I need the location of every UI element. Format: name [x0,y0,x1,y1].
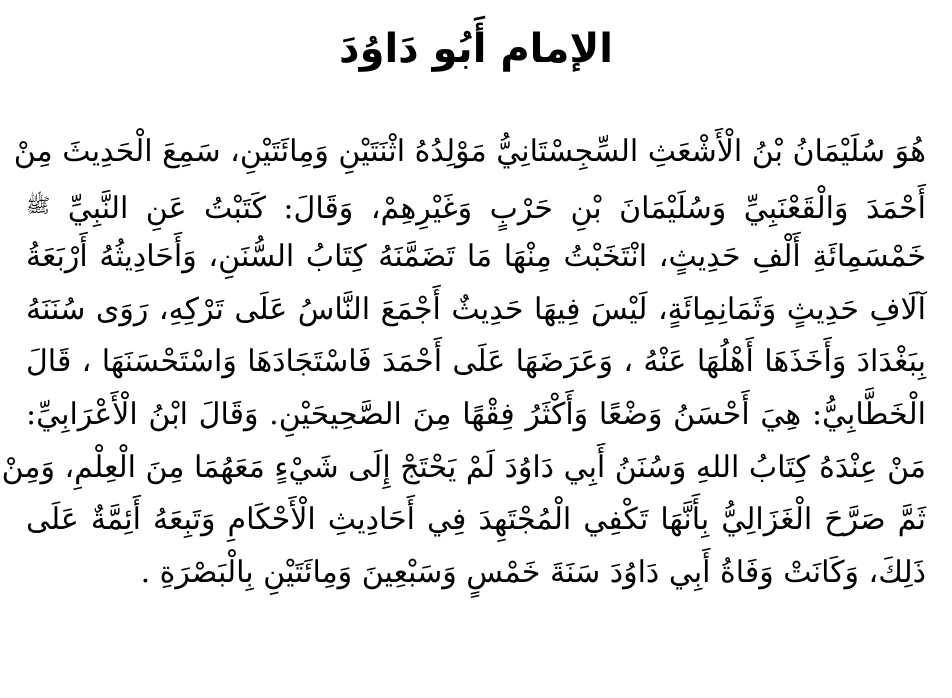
text-line: مَنْ عِنْدَهُ كِتَابُ اللهِ وَسُنَنُ أَبِي دَاوُدَ لَمْ يَحْتَجْ إِلَى شَيْءٍ مَعَهُمَا مِنَ الْعِلْمِ، وَمِنْ [1,449,926,485]
text-line: ثَمَّ صَرَّحَ الْغَزَالِيُّ بِأَنَّهَا تَكْفِي الْمُجْتَهِدَ فِي أَحَادِيثِ الْأَحْكَامِ وَتَبِعَهُ أَئِمَّةٌ عَلَى [26,502,926,538]
text-line: بِبَغْدَادَ وَأَخَذَهَا أَهْلُهَا عَنْهُ ، وَعَرَضَهَا عَلَى أَحْمَدَ فَاسْتَجَادَهَا وَاسْتَحْسَنَهَا ، قَالَ [26,344,926,380]
text-line: الْخَطَّابِيُّ: هِيَ أَحْسَنُ وَضْعًا وَأَكْثَرُ فِقْهًا مِنَ الصَّحِيحَيْنِ. وَقَالَ ابْنُ الْأَعْرَابِيِّ: [26,396,926,432]
honorific-symbol: ﷺ [26,192,51,217]
text-line [26,179,926,232]
text-line: آلَافِ حَدِيثٍ وَثَمَانِمِائَةٍ، لَيْسَ فِيهَا حَدِيثٌ أَجْمَعَ النَّاسُ عَلَى تَرْكِهِ، رَوَى سُنَنَهُ [26,291,926,327]
biography-paragraph [1,126,926,599]
text-line-content: أَحْمَدَ وَالْقَعْنَبِيِّ وَسُلَيْمَانَ بْنِ حَرْبٍ وَغَيْرِهِمْ، وَقَالَ: كَتَبْتُ عَنِ النَّبِيِّ [67,190,926,226]
text-line: خَمْسَمِائَةِ أَلْفِ حَدِيثٍ، انْتَخَبْتُ مِنْهَا مَا تَضَمَّنَهُ كِتَابُ السُّنَنِ، وَأَحَادِيثُهُ أَرْبَعَةُ [26,239,926,275]
text-line: ذَلِكَ، وَكَانَتْ وَفَاةُ أَبِي دَاوُدَ سَنَةَ خَمْسٍ وَسَبْعِينَ وَمِائَتَيْنِ بِالْبَصْرَةِ . [140,554,926,590]
text-line: هُوَ سُلَيْمَانُ بْنُ الْأَشْعَثِ السِّجِسْتَانِيُّ مَوْلِدُهُ اثْنَتَيْنِ وَمِائَتَيْنِ، سَمِعَ الْحَدِيثَ مِنْ [13,134,926,169]
page-title: الإمام أَبُو دَاوُدَ [339,26,613,72]
